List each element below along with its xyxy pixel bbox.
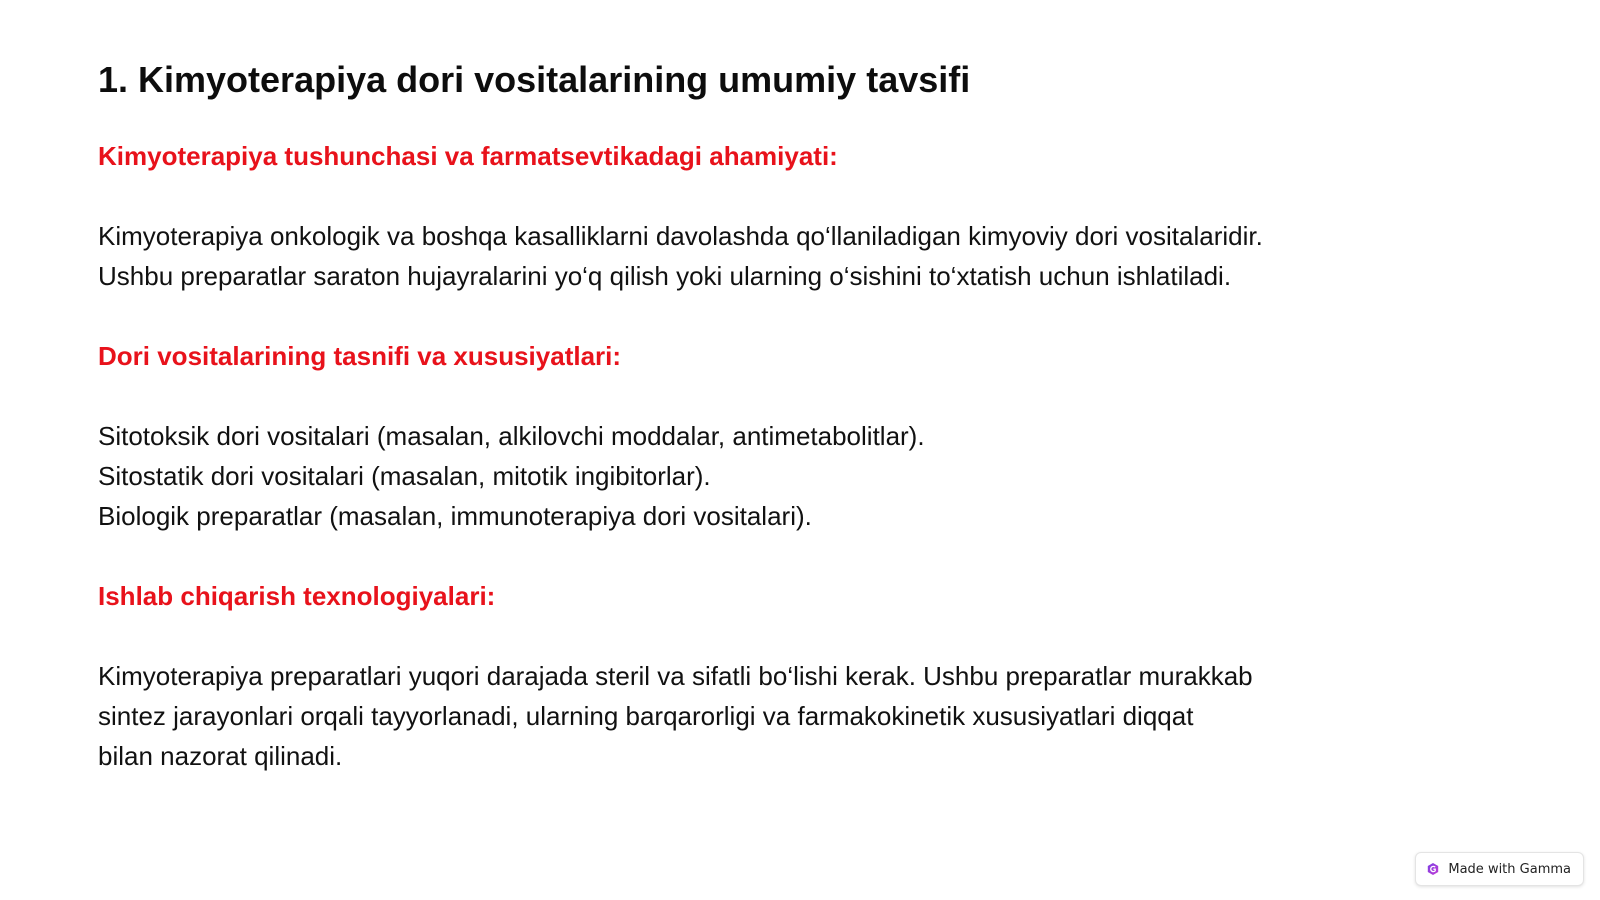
text-line: Kimyoterapiya preparatlari yuqori darajada steril va sifatli bo‘lishi kerak. Ushbu preparatlar murakkab [98, 661, 1253, 691]
section-paragraph [98, 216, 1538, 296]
made-with-gamma-badge[interactable] [1415, 852, 1584, 886]
section-paragraph [98, 656, 1538, 776]
page-title: 1. Kimyoterapiya dori vositalarining umumiy tavsifi [98, 59, 971, 100]
section-classification [98, 336, 1538, 536]
text-line: Biologik preparatlar (masalan, immunoterapiya dori vositalari). [98, 501, 812, 531]
section-concept [98, 136, 1538, 296]
gamma-logo-icon [1426, 862, 1440, 876]
text-line: bilan nazorat qilinadi. [98, 741, 343, 771]
section-heading: Ishlab chiqarish texnologiyalari: [98, 581, 496, 611]
text-line: Ushbu preparatlar saraton hujayralarini yo‘q qilish yoki ularning o‘sishini to‘xtatish uchun ishlatiladi. [98, 261, 1232, 291]
text-line: Sitostatik dori vositalari (masalan, mitotik ingibitorlar). [98, 461, 711, 491]
text-line: Sitotoksik dori vositalari (masalan, alkilovchi moddalar, antimetabolitlar). [98, 421, 925, 451]
slide-content [98, 52, 1538, 776]
section-heading: Kimyoterapiya tushunchasi va farmatsevtikadagi ahamiyati: [98, 141, 838, 171]
text-line: Kimyoterapiya onkologik va boshqa kasalliklarni davolashda qo‘llaniladigan kimyoviy dori vositalaridir. [98, 221, 1263, 251]
section-paragraph [98, 416, 1538, 536]
section-production [98, 576, 1538, 776]
badge-label: Made with Gamma [1448, 861, 1571, 877]
text-line: sintez jarayonlari orqali tayyorlanadi, ularning barqarorligi va farmakokinetik xususiyatlari diqqat [98, 701, 1194, 731]
section-heading: Dori vositalarining tasnifi va xususiyatlari: [98, 341, 622, 371]
